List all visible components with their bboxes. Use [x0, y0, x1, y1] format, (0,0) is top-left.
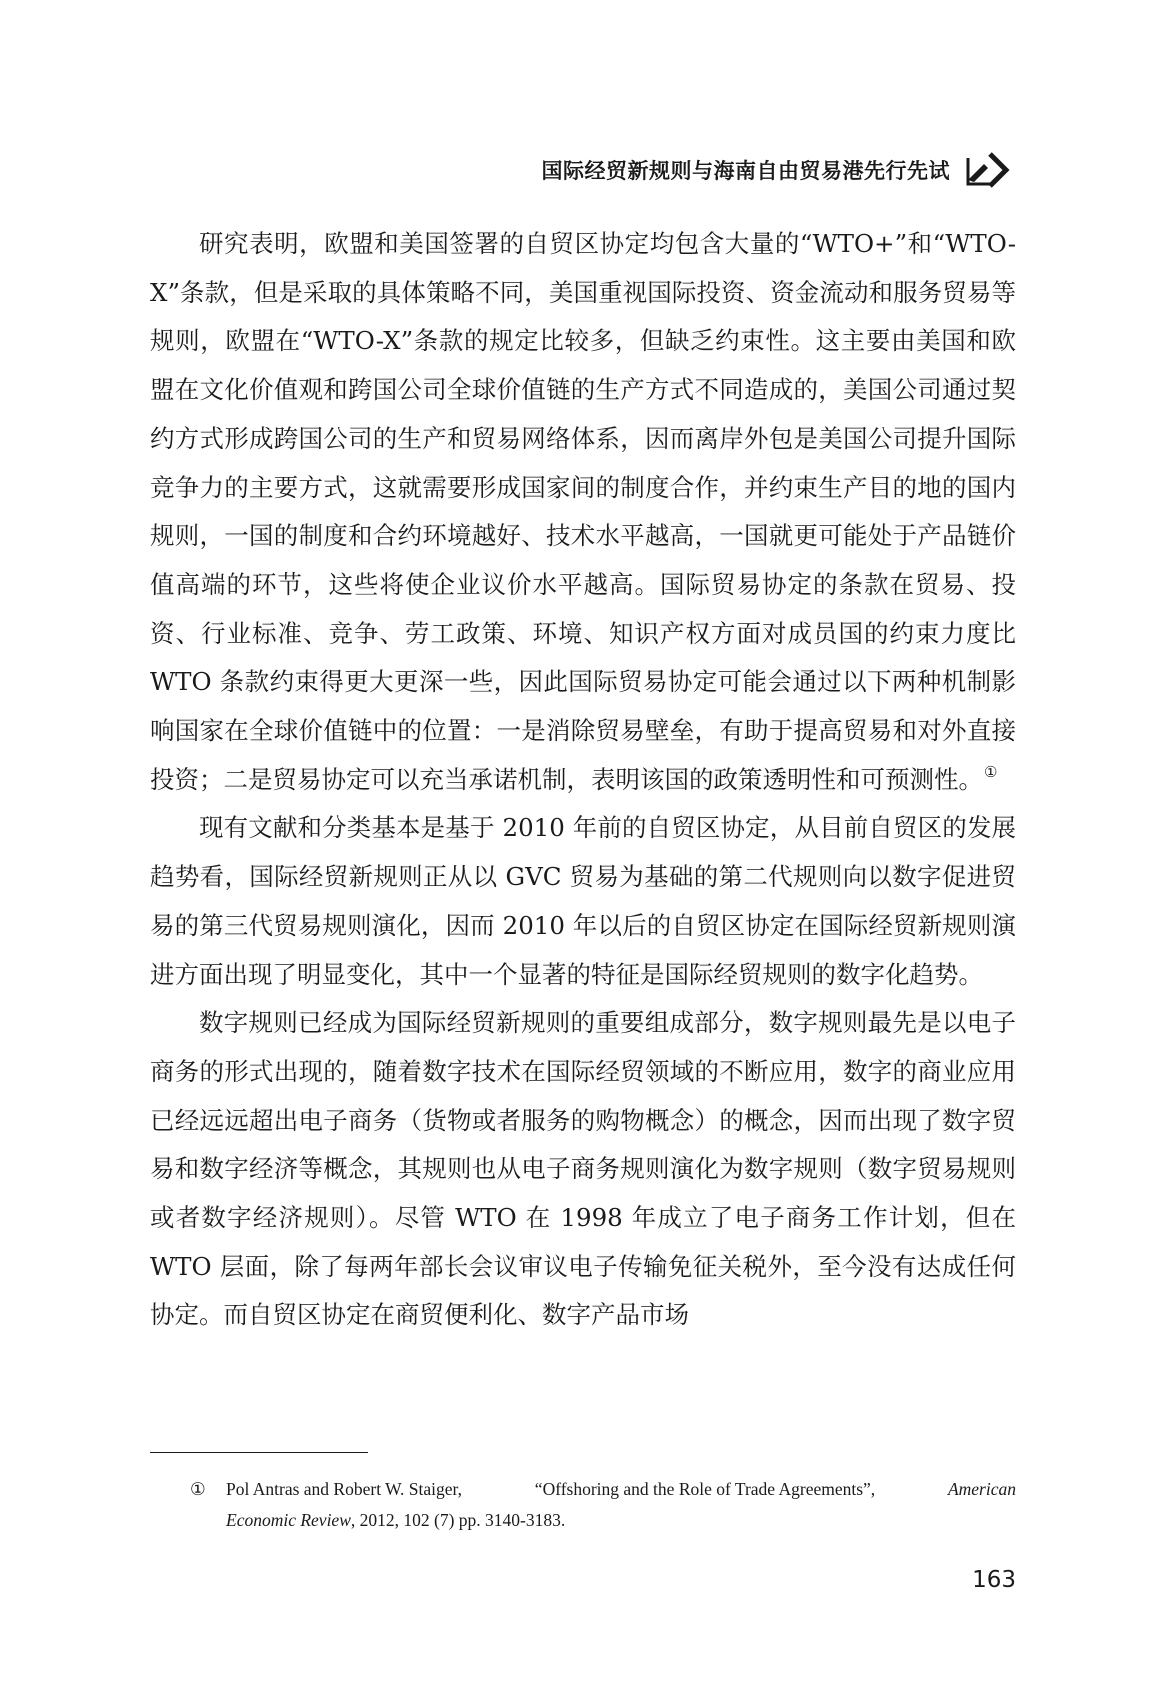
running-header	[542, 150, 1017, 190]
paragraph-1	[150, 220, 1016, 804]
page-number: 163	[972, 1567, 1016, 1593]
body-text	[150, 220, 1016, 1340]
footnote	[150, 1474, 1016, 1536]
footnote-journal-part2: Economic Review	[226, 1510, 351, 1530]
paragraph-2: 现有文献和分类基本是基于 2010 年前的自贸区协定，从目前自贸区的发展趋势看，国际经贸新规则正从以 GVC 贸易为基础的第二代规则向以数字促进贸易的第三代贸易规则演化，因而 2010 年以后的自贸区协定在国际经贸新规则演进方面出现了明显变化，其中一个显著的特征是国际经贸规则的数字化趋势。	[150, 813, 1016, 989]
footnote-reference[interactable]: ①	[984, 763, 998, 782]
footnote-authors: Pol Antras and Robert W. Staiger,	[226, 1479, 463, 1499]
footnote-citation-tail: , 2012, 102 (7) pp. 3140-3183.	[350, 1510, 566, 1530]
running-header-title: 国际经贸新规则与海南自由贸易港先行先试	[541, 159, 950, 183]
footnote-line-2	[150, 1505, 1016, 1536]
footnote-article-title: “Offshoring and the Role of Trade Agreements”,	[534, 1479, 876, 1499]
paragraph-3: 数字规则已经成为国际经贸新规则的重要组成部分，数字规则最先是以电子商务的形式出现的，随着数字技术在国际经贸领域的不断应用，数字的商业应用已经远远超出电子商务（货物或者服务的购物概念）的概念，因而出现了数字贸易和数字经济等概念，其规则也从电子商务规则演化为数字规则（数字贸易规则或者数字经济规则）。尽管 WTO 在 1998 年成立了电子商务工作计划，但在 WTO 层面，除了每两年部长会议审议电子传输免征关税外，至今没有达成任何协定。而自贸区协定在商贸便利化、数字产品市场	[150, 1008, 1016, 1330]
footnote-line-1	[150, 1474, 1016, 1505]
footnote-divider	[150, 1452, 368, 1453]
chevron-bracket-icon	[964, 150, 1016, 190]
footnote-mark: ①	[190, 1479, 206, 1499]
paragraph-1-text: 研究表明，欧盟和美国签署的自贸区协定均包含大量的“WTO+”和“WTO-X”条款，但是采取的具体策略不同，美国重视国际投资、资金流动和服务贸易等规则，欧盟在“WTO-X”条款的规定比较多，但缺乏约束性。这主要由美国和欧盟在文化价值观和跨国公司全球价值链的生产方式不同造成的，美国公司通过契约方式形成跨国公司的生产和贸易网络体系，因而离岸外包是美国公司提升国际竞争力的主要方式，这就需要形成国家间的制度合作，并约束生产目的地的国内规则，一国的制度和合约环境越好、技术水平越高，一国就更可能处于产品链价值高端的环节，这些将使企业议价水平越高。国际贸易协定的条款在贸易、投资、行业标准、竞争、劳工政策、环境、知识产权方面对成员国的约束力度比 WTO 条款约束得更大更深一些，因此国际贸易协定可能会通过以下两种机制影响国家在全球价值链中的位置：一是消除贸易壁垒，有助于提高贸易和对外直接投资；二是贸易协定可以充当承诺机制，表明该国的政策透明性和可预测性。	[150, 229, 1016, 794]
footnote-journal-part1: American	[947, 1479, 1016, 1499]
